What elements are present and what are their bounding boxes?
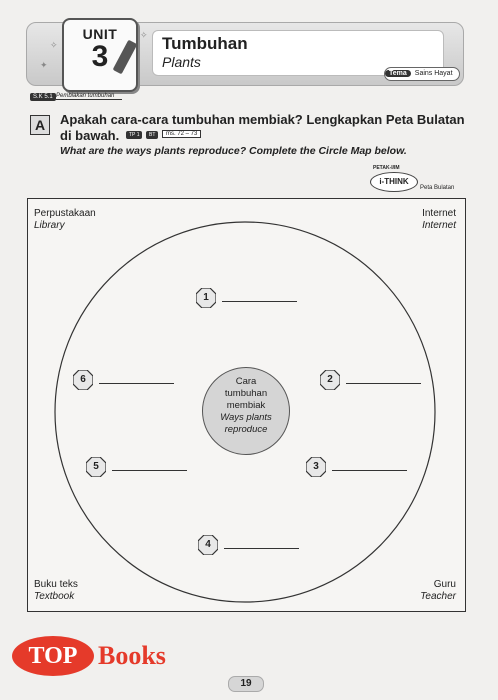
unit-title-en: Plants: [162, 54, 201, 70]
item-number: 2: [327, 374, 333, 385]
question-text-ms-line2: di bawah.: [60, 128, 120, 143]
frame-ref-internet-ms: Internet: [422, 208, 456, 219]
item-marker-1: [196, 288, 216, 308]
frame-ref-teacher-ms: Guru: [433, 579, 456, 590]
question-letter: A: [30, 115, 50, 135]
unit-title-ms: Tumbuhan: [162, 34, 248, 53]
answer-blank-2[interactable]: [346, 373, 421, 384]
frame-ref-bottom-right: [420, 579, 456, 603]
tp-badge: TP 1: [126, 131, 142, 139]
question-text-en: What are the ways plants reproduce? Complete the Circle Map below.: [60, 145, 407, 157]
frame-ref-bottom-left: [34, 579, 78, 603]
unit-number: 3: [91, 40, 109, 73]
star-icon: ✧: [50, 40, 58, 50]
frame-ref-top-right: [422, 208, 456, 232]
item-number: 5: [93, 461, 99, 472]
star-icon: ✦: [40, 60, 48, 70]
question-text-ms-line1: Apakah cara-cara tumbuhan membiak? Lengkapkan Peta Bulatan: [60, 112, 465, 127]
frame-ref-textbook-ms: Buku teks: [34, 579, 78, 590]
page-number: 19: [228, 676, 264, 692]
bt-badge: BT: [146, 131, 158, 139]
center-topic-line4: Ways plants: [220, 412, 272, 423]
item-number: 1: [203, 292, 209, 303]
frame-ref-internet-en: Internet: [422, 220, 456, 231]
item-marker-2: [320, 370, 340, 390]
answer-blank-4[interactable]: [224, 538, 299, 549]
item-number: 4: [205, 539, 211, 550]
frame-ref-textbook-en: Textbook: [34, 591, 75, 602]
center-topic-line3: membiak: [226, 400, 266, 411]
ithink-logo: i-THINK: [370, 172, 418, 192]
ithink-arc-text: PETAK-I/IM: [373, 165, 400, 171]
item-number: 3: [313, 461, 319, 472]
center-topic-line2: tumbuhan: [224, 388, 268, 399]
frame-ref-teacher-en: Teacher: [420, 591, 456, 602]
answer-blank-6[interactable]: [99, 373, 174, 384]
answer-blank-5[interactable]: [112, 460, 187, 471]
map-type-label: Peta Bulatan: [420, 185, 455, 191]
bt-pages: ms. 72 – 73: [162, 130, 201, 138]
item-marker-4: [198, 535, 218, 555]
topbooks-logo-books: Books: [98, 641, 166, 670]
frame-ref-top-left: [34, 208, 96, 232]
item-marker-5: [86, 457, 106, 477]
frame-ref-library-en: Library: [34, 220, 65, 231]
item-marker-6: [73, 370, 93, 390]
item-marker-3: [306, 457, 326, 477]
item-number: 6: [80, 374, 86, 385]
topbooks-logo-top: TOP: [12, 636, 94, 676]
unit-label: UNIT: [82, 26, 118, 42]
frame-ref-library-ms: Perpustakaan: [34, 208, 96, 219]
standard-text: Pembiakan tumbuhan: [56, 93, 122, 100]
center-topic-line1: Cara: [235, 376, 257, 387]
answer-blank-3[interactable]: [332, 460, 407, 471]
center-topic-line5: reproduce: [224, 424, 268, 435]
standard-code: S.K 5.1: [30, 93, 56, 101]
theme-pill: [384, 67, 460, 81]
center-topic: [202, 367, 290, 455]
star-icon: ✧: [140, 30, 148, 40]
answer-blank-1[interactable]: [222, 291, 297, 302]
theme-tag: Tema: [385, 70, 411, 77]
theme-value: Sains Hayat: [414, 70, 453, 77]
